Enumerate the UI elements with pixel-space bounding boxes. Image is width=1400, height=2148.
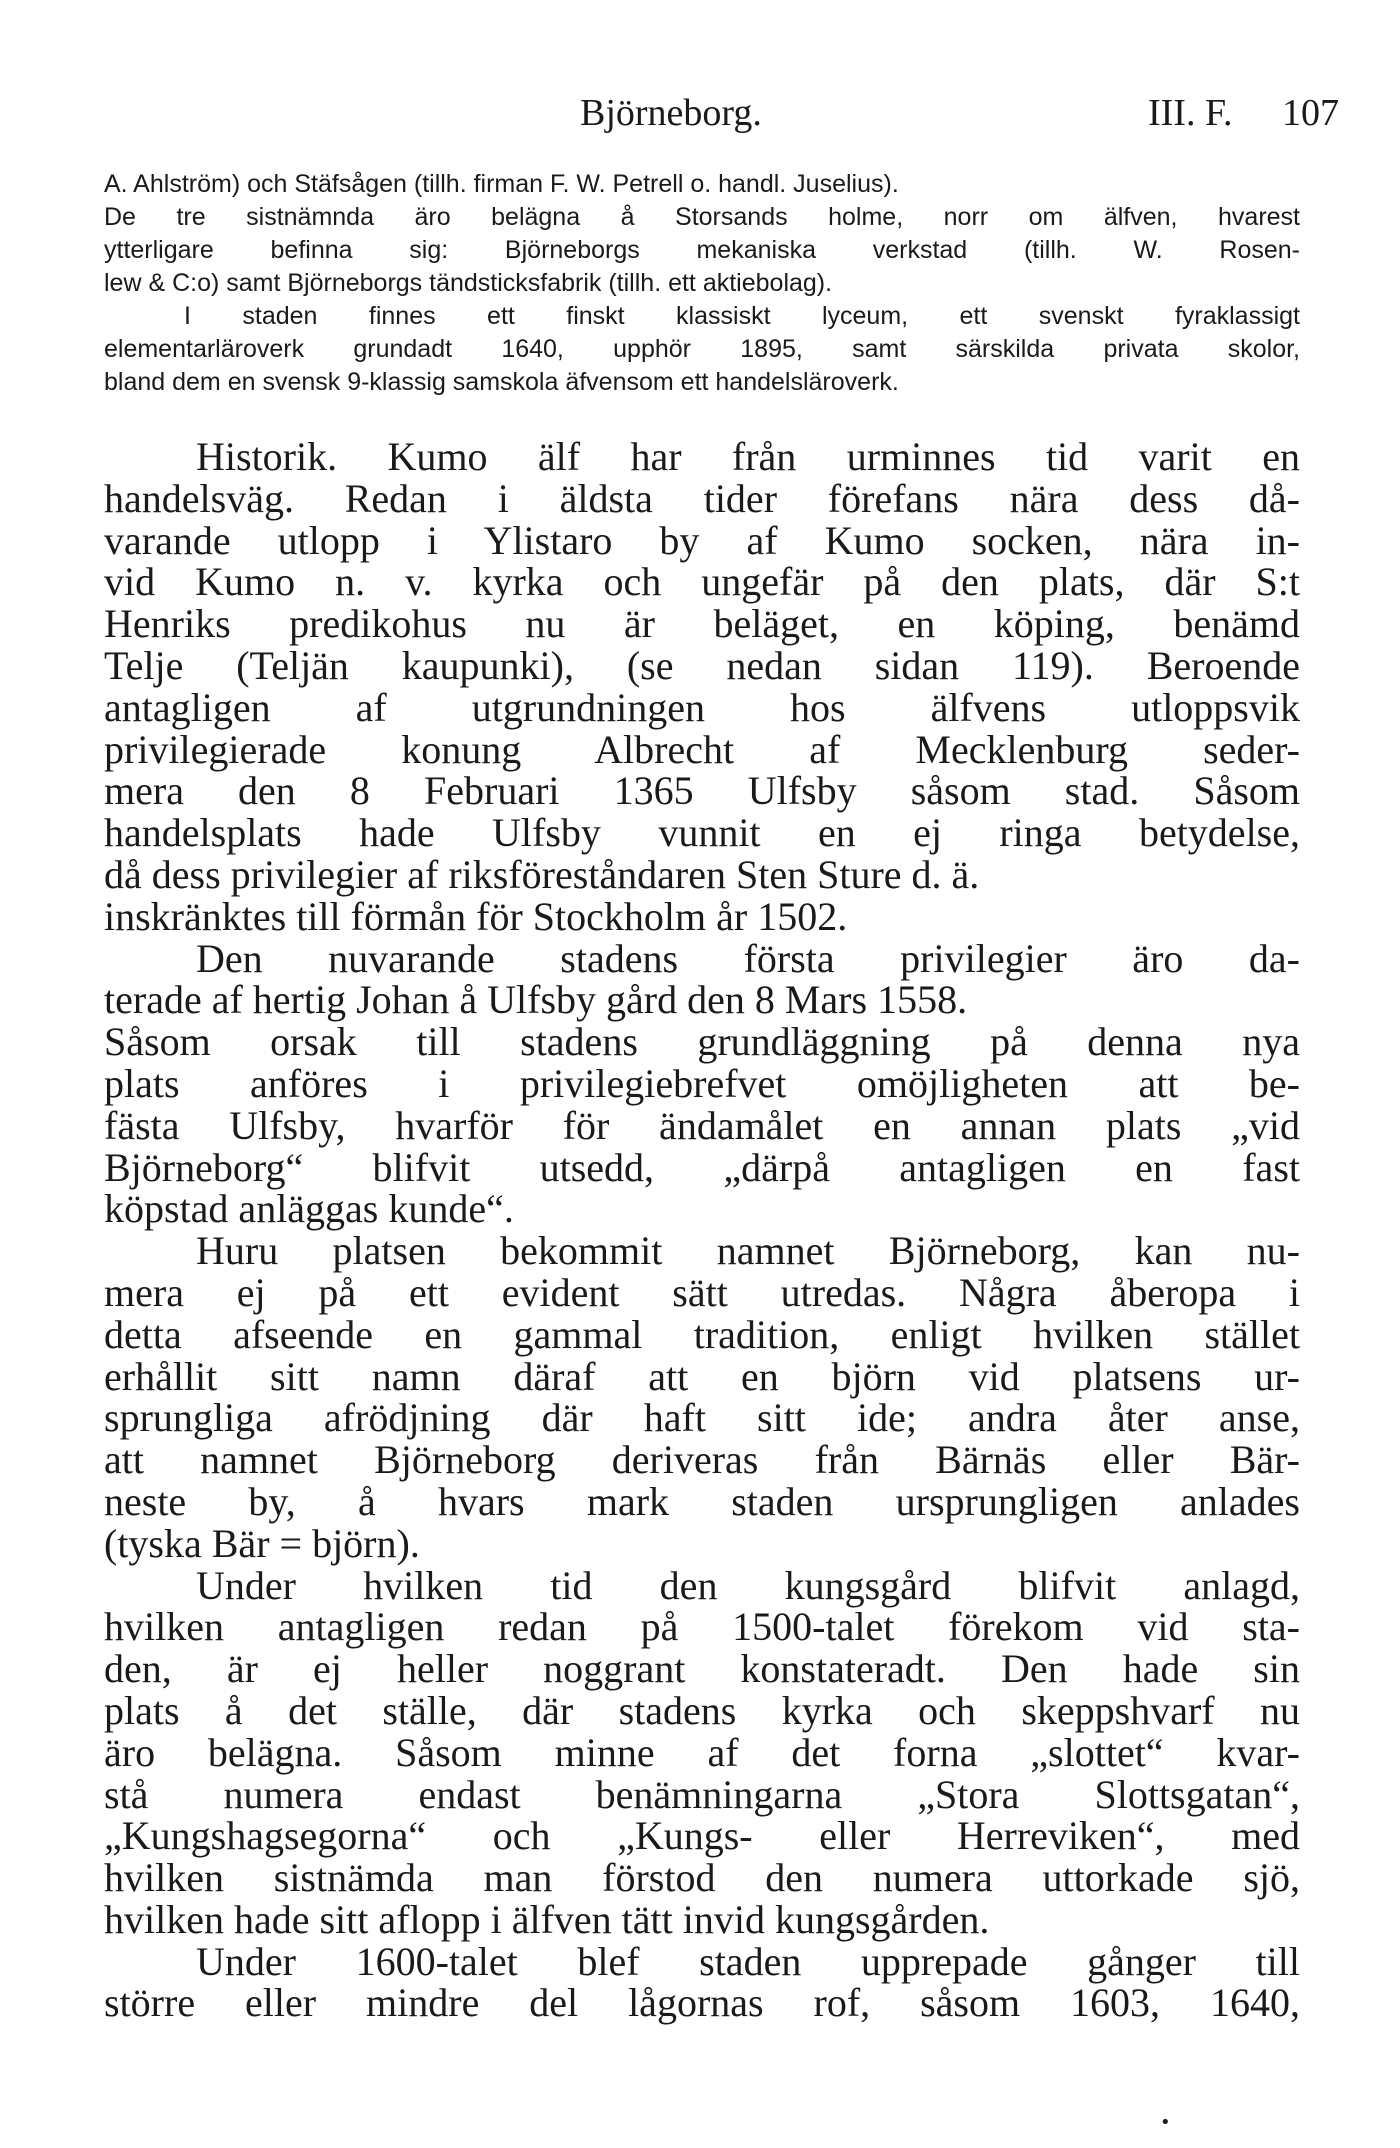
body-line: köpstad anläggas kunde“.	[104, 1186, 514, 1232]
body-line: Telje (Teljän kaupunki), (se nedan sidan 119). Beroende	[104, 642, 1300, 688]
body-line: (tyska Bär = björn).	[104, 1520, 420, 1566]
body-line: erhållit sitt namn däraf att en björn vid platsens ur-	[104, 1353, 1300, 1399]
body-line: hvilken antagligen redan på 1500-talet förekom vid sta-	[104, 1604, 1300, 1650]
body-line: mera den 8 Februari 1365 Ulfsby såsom stad. Såsom	[104, 768, 1300, 814]
running-head-title: Björneborg.	[580, 92, 762, 134]
body-line: Henriks predikohus nu är beläget, en köping, benämd	[104, 601, 1300, 647]
running-head	[100, 88, 1339, 138]
body-line: varande utlopp i Ylistaro by af Kumo socken, nära in-	[104, 517, 1300, 563]
body-line: privilegierade konung Albrecht af Mecklenburg seder-	[104, 726, 1300, 772]
body-line: Den nuvarande stadens första privilegier äro da-	[196, 935, 1300, 981]
body-line: neste by, å hvars mark staden ursprungligen anlades	[104, 1478, 1300, 1524]
body-line: plats å det ställe, där stadens kyrka och skeppshvarf nu	[104, 1687, 1300, 1733]
small-print-line: ytterligare befinna sig: Björneborgs mekaniska verkstad (tillh. W. Rosen-	[104, 236, 1300, 264]
footer-mark: •	[1160, 2112, 1171, 2133]
body-line: större eller mindre del lågornas rof, såsom 1603, 1640,	[104, 1980, 1300, 2026]
body-line: „Kungshagsegorna“ och „Kungs- eller Herreviken“, med	[104, 1813, 1300, 1859]
body-line: Under 1600-talet blef staden upprepade gånger till	[196, 1938, 1300, 1984]
body-line: att namnet Björneborg deriveras från Bärnäs eller Bär-	[104, 1437, 1300, 1483]
body-line: mera ej på ett evident sätt utredas. Några åberopa i	[104, 1269, 1300, 1315]
small-print-block	[104, 168, 1300, 399]
body-line: Huru platsen bekommit namnet Björneborg, kan nu-	[196, 1228, 1300, 1274]
body-line: hvilken hade sitt aflopp i älfven tätt invid kungsgården.	[104, 1896, 990, 1942]
body-text	[104, 436, 1300, 2024]
body-line: Under hvilken tid den kungsgård blifvit anlagd,	[196, 1562, 1300, 1608]
small-print-line: bland dem en svensk 9-klassig samskola äfvensom ett handelsläroverk.	[104, 368, 899, 396]
page-number: 107	[1282, 92, 1339, 134]
body-line: handelsväg. Redan i äldsta tider förefans nära dess då-	[104, 475, 1300, 521]
body-line: stå numera endast benämningarna „Stora Slottsgatan“,	[104, 1771, 1300, 1817]
running-head-section: III. F.	[1148, 92, 1233, 134]
body-line: vid Kumo n. v. kyrka och ungefär på den plats, där S:t	[104, 559, 1300, 605]
small-print-line: I staden finnes ett finskt klassiskt lyceum, ett svenskt fyraklassigt	[184, 302, 1300, 330]
body-line: då dess privilegier af riksföreståndaren Sten Sture d. ä.	[104, 851, 980, 897]
body-line: handelsplats hade Ulfsby vunnit en ej ringa betydelse,	[104, 810, 1300, 856]
small-print-line: De tre sistnämnda äro belägna å Storsands holme, norr om älfven, hvarest	[104, 203, 1300, 231]
body-line: terade af hertig Johan å Ulfsby gård den 8 Mars 1558.	[104, 977, 968, 1023]
body-line: hvilken sistnämda man förstod den numera uttorkade sjö,	[104, 1855, 1300, 1901]
body-line: plats anföres i privilegiebrefvet omöjligheten att be-	[104, 1060, 1300, 1106]
body-line: den, är ej heller noggrant konstateradt. Den hade sin	[104, 1646, 1300, 1692]
small-print-line: lew & C:o) samt Björneborgs tändsticksfabrik (tillh. ett aktiebolag).	[104, 269, 833, 297]
body-line: inskränktes till förmån för Stockholm år 1502.	[104, 893, 848, 939]
small-print-line: elementarläroverk grundadt 1640, upphör 1895, samt särskilda privata skolor,	[104, 335, 1300, 363]
body-line: detta afseende en gammal tradition, enligt hvilken stället	[104, 1311, 1300, 1357]
body-line: Historik. Kumo älf har från urminnes tid varit en	[196, 434, 1300, 479]
small-print-line: A. Ahlström) och Stäfsågen (tillh. firman F. W. Petrell o. handl. Juselius).	[104, 170, 899, 198]
body-line: äro belägna. Såsom minne af det forna „slottet“ kvar-	[104, 1729, 1300, 1775]
body-line: antagligen af utgrundningen hos älfvens utloppsvik	[104, 684, 1300, 730]
body-line: Björneborg“ blifvit utsedd, „därpå antagligen en fast	[104, 1144, 1300, 1190]
body-line: sprungliga afrödjning där haft sitt ide; andra åter anse,	[104, 1395, 1300, 1441]
body-line: fästa Ulfsby, hvarför för ändamålet en annan plats „vid	[104, 1102, 1300, 1148]
body-line: Såsom orsak till stadens grundläggning på denna nya	[104, 1019, 1300, 1065]
